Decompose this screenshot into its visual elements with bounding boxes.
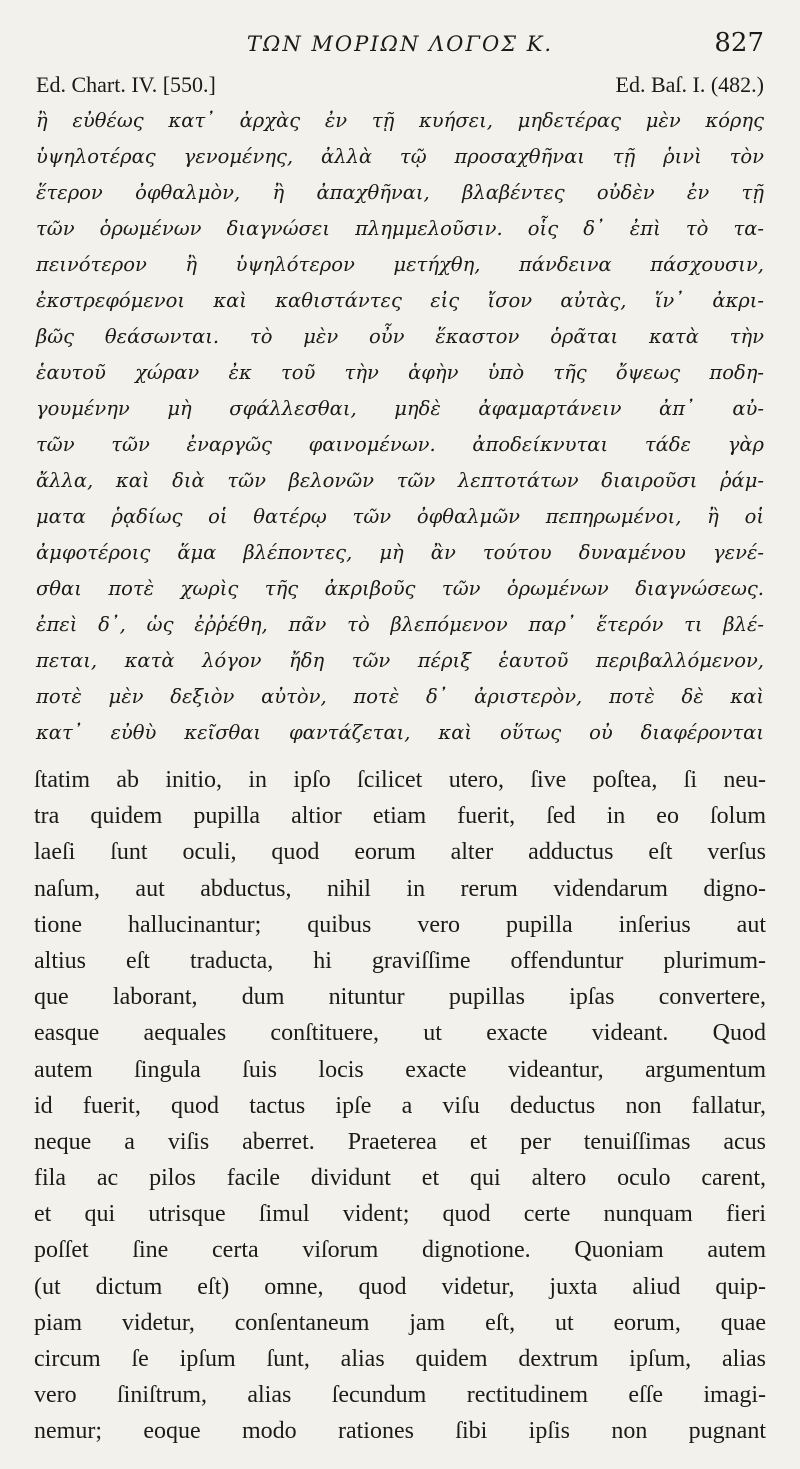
latin-text-line: ſtatim ab initio, in ipſo ſcilicet utero, ſive poſtea, ſi neu-: [34, 767, 766, 793]
latin-text-line: piam videtur, conſentaneum jam eſt, ut eorum, quae: [34, 1309, 766, 1336]
greek-text-line: ἢ εὐθέως κατ᾽ ἀρχὰς ἐν τῇ κυήσει, μηδετέρας μὲν κόρης: [36, 109, 764, 132]
latin-text-line: altius eſt traducta, hi graviſſime offenduntur plurimum-: [34, 947, 766, 974]
greek-text-line: σθαι ποτὲ χωρὶς τῆς ἀκριβοῦς τῶν ὁρωμένων διαγνώσεως.: [36, 577, 764, 600]
edition-reference-basel: Ed. Baſ. I. (482.): [615, 72, 764, 97]
greek-text-line: ἀμφοτέροις ἅμα βλέποντες, μὴ ἂν τούτου δυναμένου γενέ-: [36, 541, 764, 564]
latin-text-line: vero ſiniſtrum, alias ſecundum rectitudinem eſſe imagi-: [34, 1382, 766, 1409]
latin-text-line: fila ac pilos facile dividunt et qui altero oculo carent,: [34, 1165, 766, 1192]
greek-text-line: ἄλλα, καὶ διὰ τῶν βελονῶν τῶν λεπτοτάτων διαιροῦσι ῥάμ-: [36, 469, 764, 492]
latin-text-line: tione hallucinantur; quibus vero pupilla inſerius aut: [34, 911, 766, 938]
latin-text-line: id fuerit, quod tactus ipſe a viſu deductus non fallatur,: [34, 1092, 766, 1119]
running-title: ΤΩΝ ΜΟΡΙΩΝ ΛΟΓΟΣ Κ.: [246, 32, 554, 56]
latin-text-block: [34, 762, 766, 1450]
latin-text-line: tra quidem pupilla altior etiam fuerit, ſed in eo ſolum: [34, 803, 766, 830]
greek-text-line: ἐπεὶ δ᾽, ὡς ἐῤῥέθη, πᾶν τὸ βλεπόμενον παρ᾽ ἕτερόν τι βλέ-: [36, 613, 764, 636]
greek-text-line: τῶν ὁρωμένων διαγνώσει πλημμελοῦσιν. οἷς δ᾽ ἐπὶ τὸ τα-: [36, 217, 764, 240]
greek-text-line: ματα ῥᾳδίως οἱ θατέρῳ τῶν ὀφθαλμῶν πεπηρωμένοι, ἢ οἱ: [36, 505, 764, 528]
latin-text-line: laeſi ſunt oculi, quod eorum alter adductus eſt verſus: [34, 839, 766, 866]
latin-text-line: que laborant, dum nituntur pupillas ipſas convertere,: [34, 984, 766, 1011]
greek-text-line: ἐκστρεφόμενοι καὶ καθιστάντες εἰς ἴσον αὐτὰς, ἵν᾽ ἀκρι-: [36, 289, 764, 312]
latin-text-line: easque aequales conſtituere, ut exacte videant. Quod: [34, 1020, 766, 1047]
greek-text-line: ἑαυτοῦ χώραν ἐκ τοῦ τὴν ἁφὴν ὑπὸ τῆς ὄψεως ποδη-: [36, 361, 764, 384]
greek-text-line: τῶν τῶν ἐναργῶς φαινομένων. ἀποδείκνυται τάδε γὰρ: [36, 433, 764, 456]
latin-text-line: poſſet ſine certa viſorum dignotione. Quoniam autem: [34, 1237, 766, 1264]
running-head: [0, 28, 800, 62]
greek-text-line: πεται, κατὰ λόγον ἤδη τῶν πέριξ ἑαυτοῦ περιβαλλόμενον,: [36, 649, 764, 672]
latin-text-line: et qui utrisque ſimul vident; quod certe nunquam fieri: [34, 1201, 766, 1228]
latin-text-line: nemur; eoque modo rationes ſibi ipſis non pugnant: [34, 1418, 766, 1445]
greek-text-line: ποτὲ μὲν δεξιὸν αὐτὸν, ποτὲ δ᾽ ἀριστερὸν, ποτὲ δὲ καὶ: [36, 685, 764, 708]
latin-text-line: circum ſe ipſum ſunt, alias quidem dextrum ipſum, alias: [34, 1346, 766, 1372]
greek-text-line: βῶς θεάσωνται. τὸ μὲν οὖν ἕκαστον ὁρᾶται κατὰ τὴν: [36, 325, 764, 348]
latin-text-line: autem ſingula ſuis locis exacte videantur, argumentum: [34, 1056, 766, 1083]
latin-text-line: (ut dictum eſt) omne, quod videtur, juxta aliud quip-: [34, 1273, 766, 1300]
greek-text-line: ὑψηλοτέρας γενομένης, ἀλλὰ τῷ προσαχθῆναι τῇ ῥινὶ τὸν: [36, 145, 764, 168]
greek-text-line: πεινότερον ἢ ὑψηλότερον μετήχθη, πάνδεινα πάσχουσιν,: [36, 253, 764, 276]
page-number: 827: [714, 28, 764, 58]
greek-text-line: γουμένην μὴ σφάλλεσθαι, μηδὲ ἀφαμαρτάνειν ἀπ᾽ αὐ-: [36, 397, 764, 420]
latin-text-line: neque a viſis aberret. Praeterea et per tenuiſſimas acus: [34, 1128, 766, 1155]
edition-reference-line: [36, 72, 764, 100]
greek-text-line: ἕτερον ὀφθαλμὸν, ἢ ἀπαχθῆναι, βλαβέντες οὐδὲν ἐν τῇ: [36, 181, 764, 204]
greek-text-line: κατ᾽ εὐθὺ κεῖσθαι φαντάζεται, καὶ οὕτως οὐ διαφέρονται: [36, 721, 764, 744]
greek-text-block: [36, 103, 764, 751]
latin-text-line: naſum, aut abductus, nihil in rerum videndarum digno-: [34, 875, 766, 902]
edition-reference-chartier: Ed. Chart. IV. [550.]: [36, 72, 216, 97]
